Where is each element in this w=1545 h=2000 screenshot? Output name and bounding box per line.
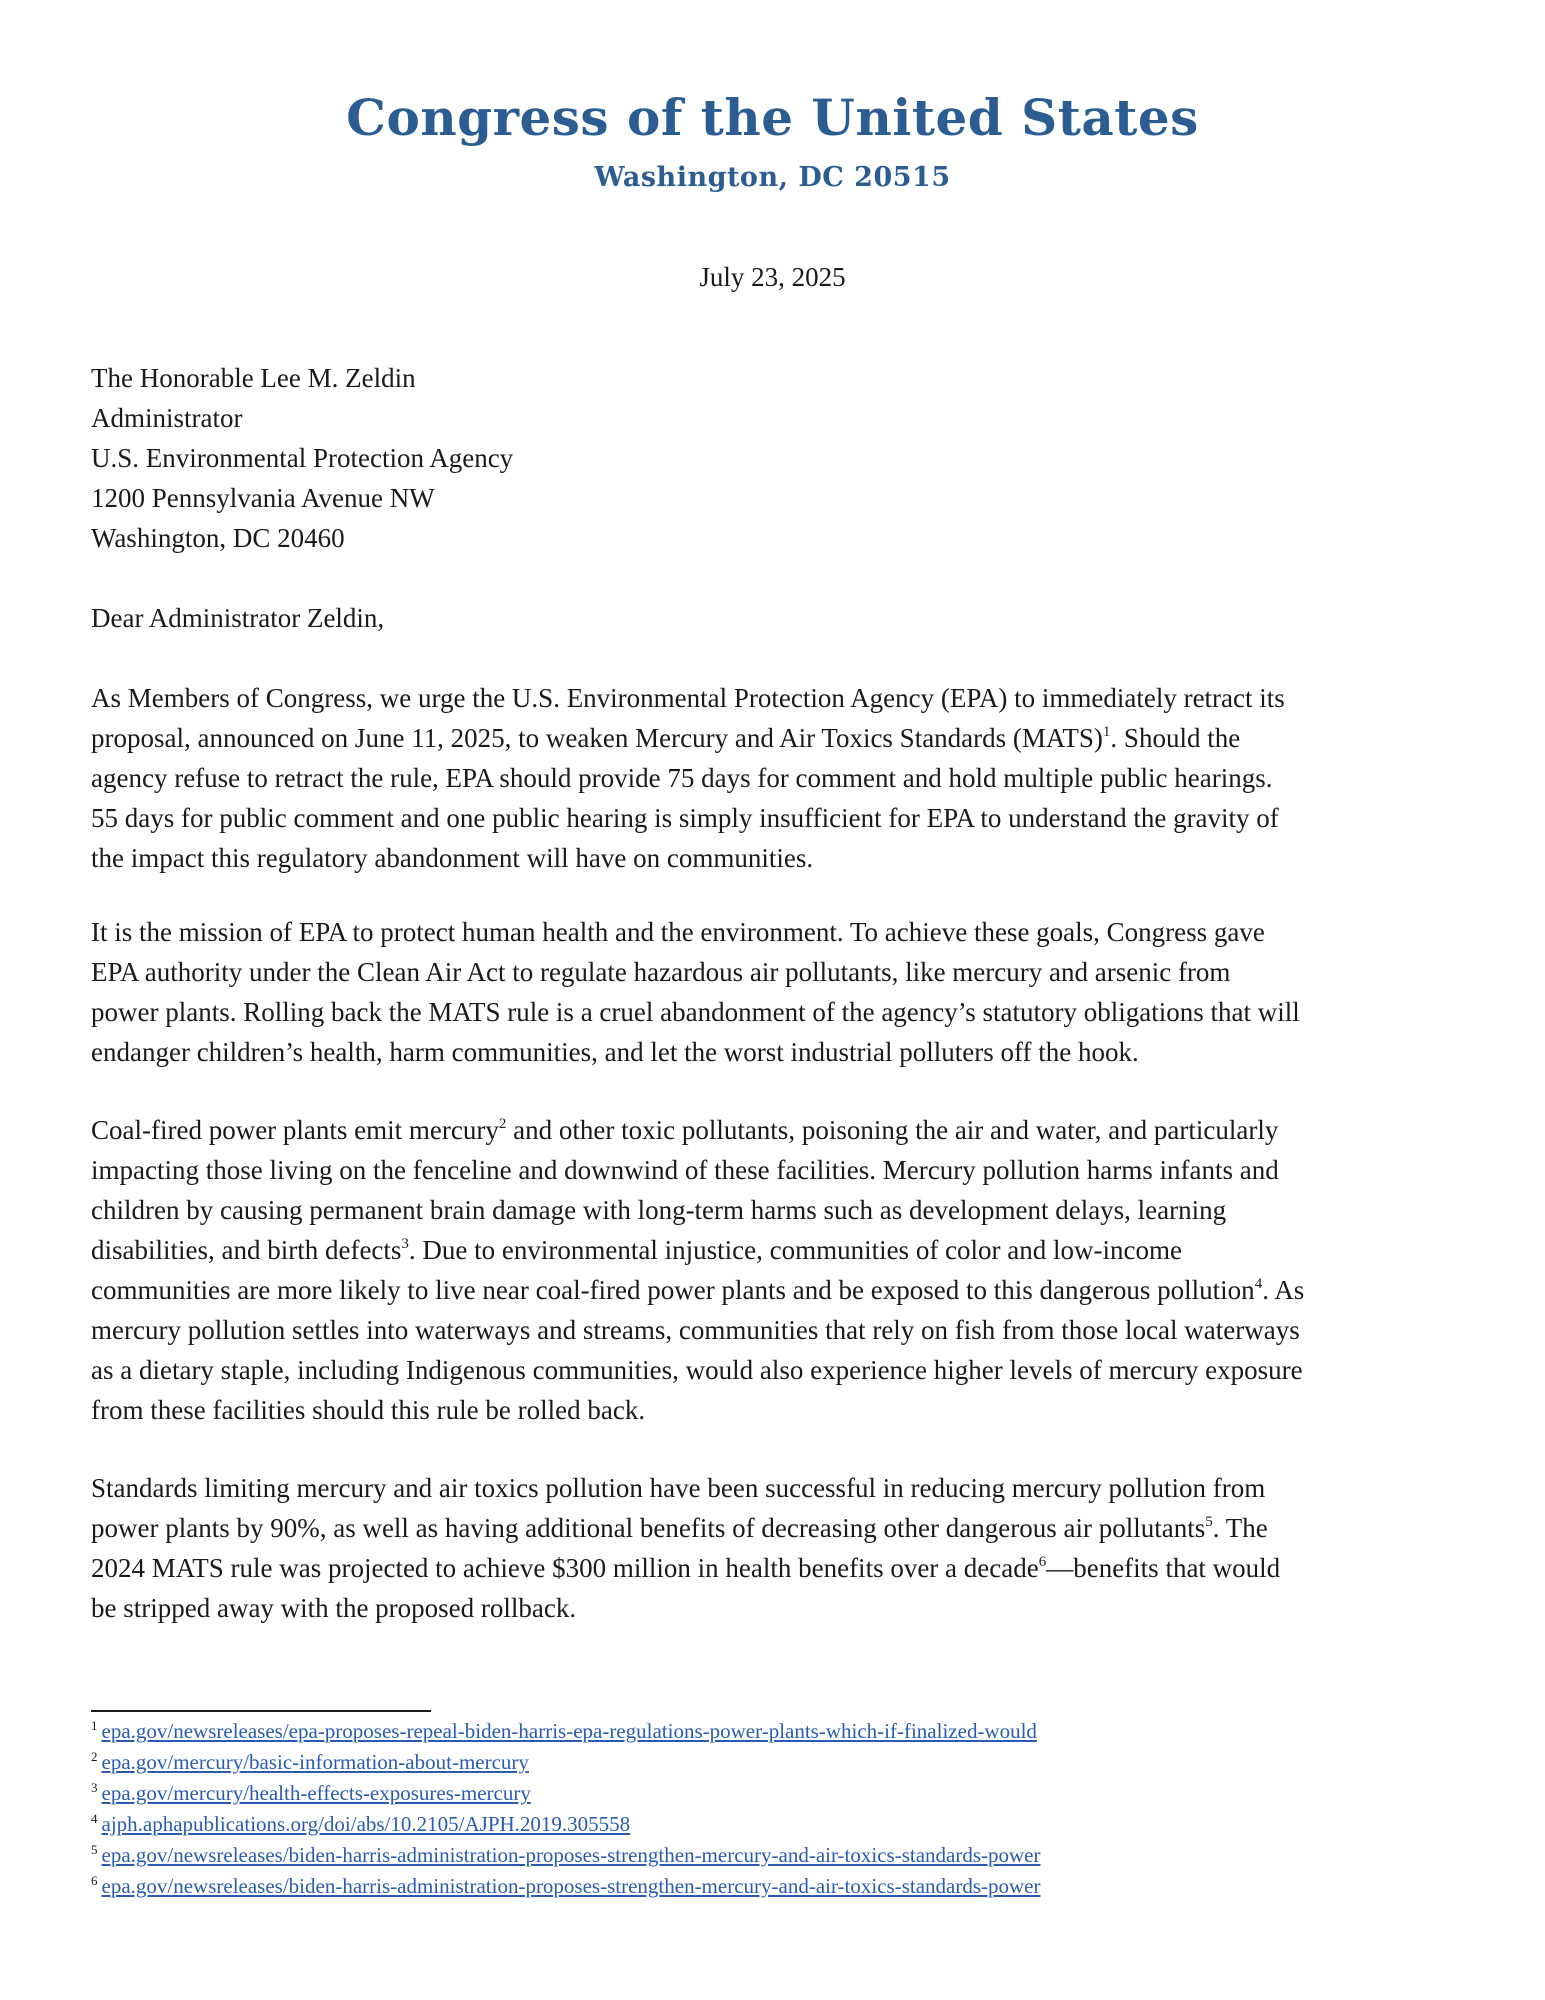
- footnote-link[interactable]: epa.gov/newsreleases/biden-harris-administration-proposes-strengthen-mercury-and-air-toxics-standards-power: [101, 1874, 1041, 1898]
- paragraph-line: power plants by 90%, as well as having additional benefits of decreasing other dangerous air pollutants$^5$. The: [91, 1513, 1268, 1543]
- paragraph-line: impacting those living on the fenceline and downwind of these facilities. Mercury pollution harms infants and: [91, 1155, 1279, 1185]
- footnote-3: [91, 1778, 1041, 1809]
- salutation: Dear Administrator Zeldin,: [91, 603, 385, 633]
- paragraph-2: [91, 912, 1471, 1072]
- footnote-number: 1: [91, 1718, 98, 1733]
- paragraph-line: 2024 MATS rule was projected to achieve $300 million in health benefits over a decade$^6$—benefits that would: [91, 1553, 1281, 1583]
- footnote-number: 6: [91, 1873, 98, 1888]
- recipient-agency: U.S. Environmental Protection Agency: [91, 443, 514, 473]
- footnote-4: [91, 1809, 1041, 1840]
- footnote-ref: 2: [498, 1116, 507, 1132]
- footnote-5: [91, 1840, 1041, 1871]
- footnote-ref: 3: [401, 1236, 409, 1252]
- footnote-link[interactable]: epa.gov/mercury/health-effects-exposures-mercury: [101, 1781, 531, 1805]
- paragraph-line: proposal, announced on June 11, 2025, to weaken Mercury and Air Toxics Standards (MATS)$^1$. Should the: [91, 723, 1241, 753]
- paragraph-4: [91, 1468, 1471, 1628]
- recipient-city: Washington, DC 20460: [91, 523, 345, 553]
- recipient-address: [91, 358, 513, 558]
- footnote-link[interactable]: epa.gov/mercury/basic-information-about-mercury: [101, 1750, 529, 1774]
- letterhead-title: Congress of the United States: [346, 88, 1199, 147]
- letter-date: July 23, 2025: [699, 262, 846, 292]
- paragraph-line: mercury pollution settles into waterways and streams, communities that rely on fish from those local waterways: [91, 1315, 1300, 1345]
- footnote-link[interactable]: ajph.aphapublications.org/doi/abs/10.2105/AJPH.2019.305558: [101, 1812, 631, 1836]
- paragraph-line: 55 days for public comment and one public hearing is simply insufficient for EPA to understand the gravity of: [91, 803, 1279, 833]
- paragraph-line: communities are more likely to live near coal-fired power plants and be exposed to this dangerous pollution$^4$. As: [91, 1275, 1305, 1305]
- paragraph-line: children by causing permanent brain damage with long-term harms such as development delays, learning: [91, 1195, 1227, 1225]
- paragraph-1: [91, 678, 1471, 878]
- footnote-ref: 1: [1102, 724, 1111, 740]
- footnote-number: 3: [91, 1780, 98, 1795]
- paragraph-line: endanger children’s health, harm communities, and let the worst industrial polluters off the hook.: [91, 1037, 1139, 1067]
- footnote-link[interactable]: epa.gov/newsreleases/biden-harris-administration-proposes-strengthen-mercury-and-air-toxics-standards-power: [101, 1843, 1041, 1867]
- letterhead-subtitle: Washington, DC 20515: [594, 162, 951, 193]
- footnote-1: [91, 1716, 1041, 1747]
- footnote-ref: 4: [1254, 1276, 1263, 1292]
- paragraph-line: Standards limiting mercury and air toxics pollution have been successful in reducing mercury pollution from: [91, 1473, 1266, 1503]
- footnotes: [91, 1716, 1041, 1902]
- paragraph-line: the impact this regulatory abandonment will have on communities.: [91, 843, 814, 873]
- paragraph-line: EPA authority under the Clean Air Act to regulate hazardous air pollutants, like mercury and arsenic from: [91, 957, 1231, 987]
- recipient-name: The Honorable Lee M. Zeldin: [91, 363, 416, 393]
- paragraph-line: power plants. Rolling back the MATS rule is a cruel abandonment of the agency’s statutory obligations that will: [91, 997, 1300, 1027]
- paragraph-line: disabilities, and birth defects$^3$. Due to environmental injustice, communities of color and low-income: [91, 1235, 1182, 1265]
- footnote-ref: 6: [1038, 1554, 1047, 1570]
- footnote-number: 2: [91, 1749, 98, 1764]
- footnote-ref: 5: [1205, 1514, 1213, 1530]
- footnote-link[interactable]: epa.gov/newsreleases/epa-proposes-repeal-biden-harris-epa-regulations-power-plants-which-if-finalized-would: [101, 1719, 1037, 1743]
- paragraph-line: As Members of Congress, we urge the U.S. Environmental Protection Agency (EPA) to immediately retract its: [91, 683, 1285, 713]
- footnote-6: [91, 1871, 1041, 1902]
- footnote-divider: [91, 1710, 431, 1712]
- recipient-street: 1200 Pennsylvania Avenue NW: [91, 483, 435, 513]
- paragraph-line: Coal-fired power plants emit mercury$^2$ and other toxic pollutants, poisoning the air and water, and particularly: [91, 1115, 1279, 1145]
- paragraph-line: agency refuse to retract the rule, EPA should provide 75 days for comment and hold multiple public hearings.: [91, 763, 1273, 793]
- paragraph-line: as a dietary staple, including Indigenous communities, would also experience higher levels of mercury exposure: [91, 1355, 1303, 1385]
- paragraph-3: [91, 1110, 1471, 1430]
- footnote-number: 4: [91, 1811, 98, 1826]
- footnote-number: 5: [91, 1842, 98, 1857]
- recipient-title: Administrator: [91, 403, 243, 433]
- paragraph-line: be stripped away with the proposed rollback.: [91, 1593, 577, 1623]
- paragraph-line: from these facilities should this rule be rolled back.: [91, 1395, 646, 1425]
- footnote-2: [91, 1747, 1041, 1778]
- paragraph-line: It is the mission of EPA to protect human health and the environment. To achieve these goals, Congress gave: [91, 917, 1265, 947]
